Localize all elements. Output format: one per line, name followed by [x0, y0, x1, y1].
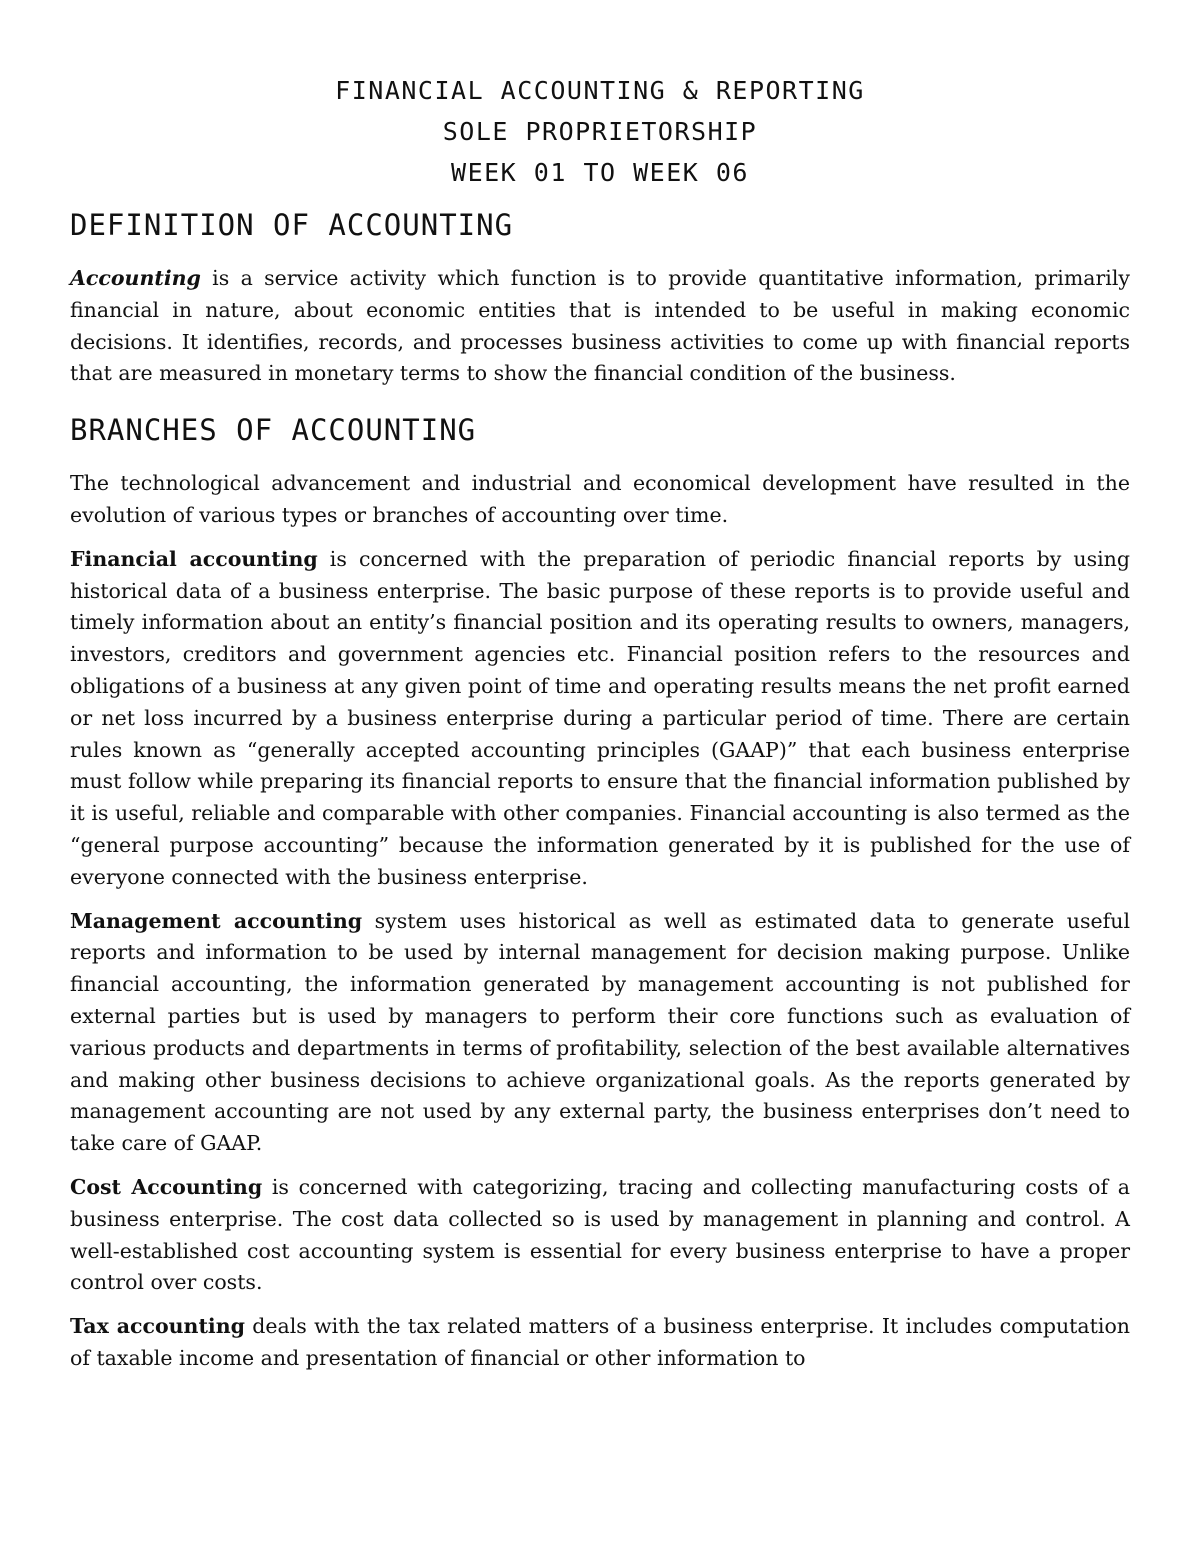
paragraph-definition — [70, 263, 1130, 390]
tax-accounting-text: deals with the tax related matters of a business enterprise. It includes computation of taxable income and presentation of financial or other information to — [70, 1314, 1130, 1370]
title-line-course: FINANCIAL ACCOUNTING & REPORTING — [335, 76, 865, 105]
title-line-weeks: WEEK 01 TO WEEK 06 — [451, 158, 749, 187]
management-accounting-text: system uses historical as well as estimated data to generate useful reports and information to be used by internal management for decision making purpose. Unlike financial accounting, the information generated by management accounting is not published for external parties but is used by managers to perform their core functions such as evaluation of various products and departments in terms of profitability, selection of the best available alternatives and making other business decisions to achieve organizational goals. As the reports generated by management accounting are not used by any external party, the business enterprises don’t need to take care of GAAP. — [70, 908, 1130, 1156]
paragraph-tax-accounting — [70, 1311, 1130, 1375]
title-line-topic: SOLE PROPRIETORSHIP — [442, 117, 758, 146]
paragraph-management-accounting — [70, 906, 1130, 1160]
term-tax-accounting: Tax accounting — [70, 1314, 245, 1339]
term-accounting: Accounting — [70, 266, 201, 290]
paragraph-branches-intro: The technological advancement and industrial and economical development have resulted in the evolution of various types or branches of accounting over time. — [70, 471, 1130, 527]
term-management-accounting: Management accounting — [70, 908, 363, 933]
document-title-block — [70, 70, 1130, 193]
term-cost-accounting: Cost Accounting — [70, 1174, 263, 1199]
paragraph-cost-accounting — [70, 1172, 1130, 1299]
paragraph-financial-accounting — [70, 544, 1130, 894]
heading-branches: BRANCHES OF ACCOUNTING — [70, 413, 477, 448]
financial-accounting-text: is concerned with the preparation of periodic financial reports by using historical data of a business enterprise. The basic purpose of these reports is to provide useful and timely information about an entity’s financial position and its operating results to owners, managers, investors, creditors and government agencies etc. Financial position refers to the resources and obligations of a business at any given point of time and operating results means the net profit earned or net loss incurred by a business enterprise during a particular period of time. There are certain rules known as “generally accepted accounting principles (GAAP)” that each business enterprise must follow while preparing its financial reports to ensure that the financial information published by it is useful, reliable and comparable with other companies. Financial accounting is also termed as the “general purpose accounting” because the information generated by it is published for the use of everyone connected with the business enterprise. — [70, 546, 1131, 889]
document-page — [70, 70, 1130, 1387]
cost-accounting-text: is concerned with categorizing, tracing and collecting manufacturing costs of a business enterprise. The cost data collected so is used by management in planning and control. A well-established cost accounting system is essential for every business enterprise to have a proper control over costs. — [70, 1174, 1130, 1295]
term-financial-accounting: Financial accounting — [70, 546, 318, 571]
definition-text: is a service activity which function is to provide quantitative information, primarily financial in nature, about economic entities that is intended to be useful in making economic decisions. It identifies, records, and processes business activities to come up with financial reports that are measured in monetary terms to show the financial condition of the business. — [70, 266, 1130, 386]
heading-definition: DEFINITION OF ACCOUNTING — [70, 208, 514, 242]
